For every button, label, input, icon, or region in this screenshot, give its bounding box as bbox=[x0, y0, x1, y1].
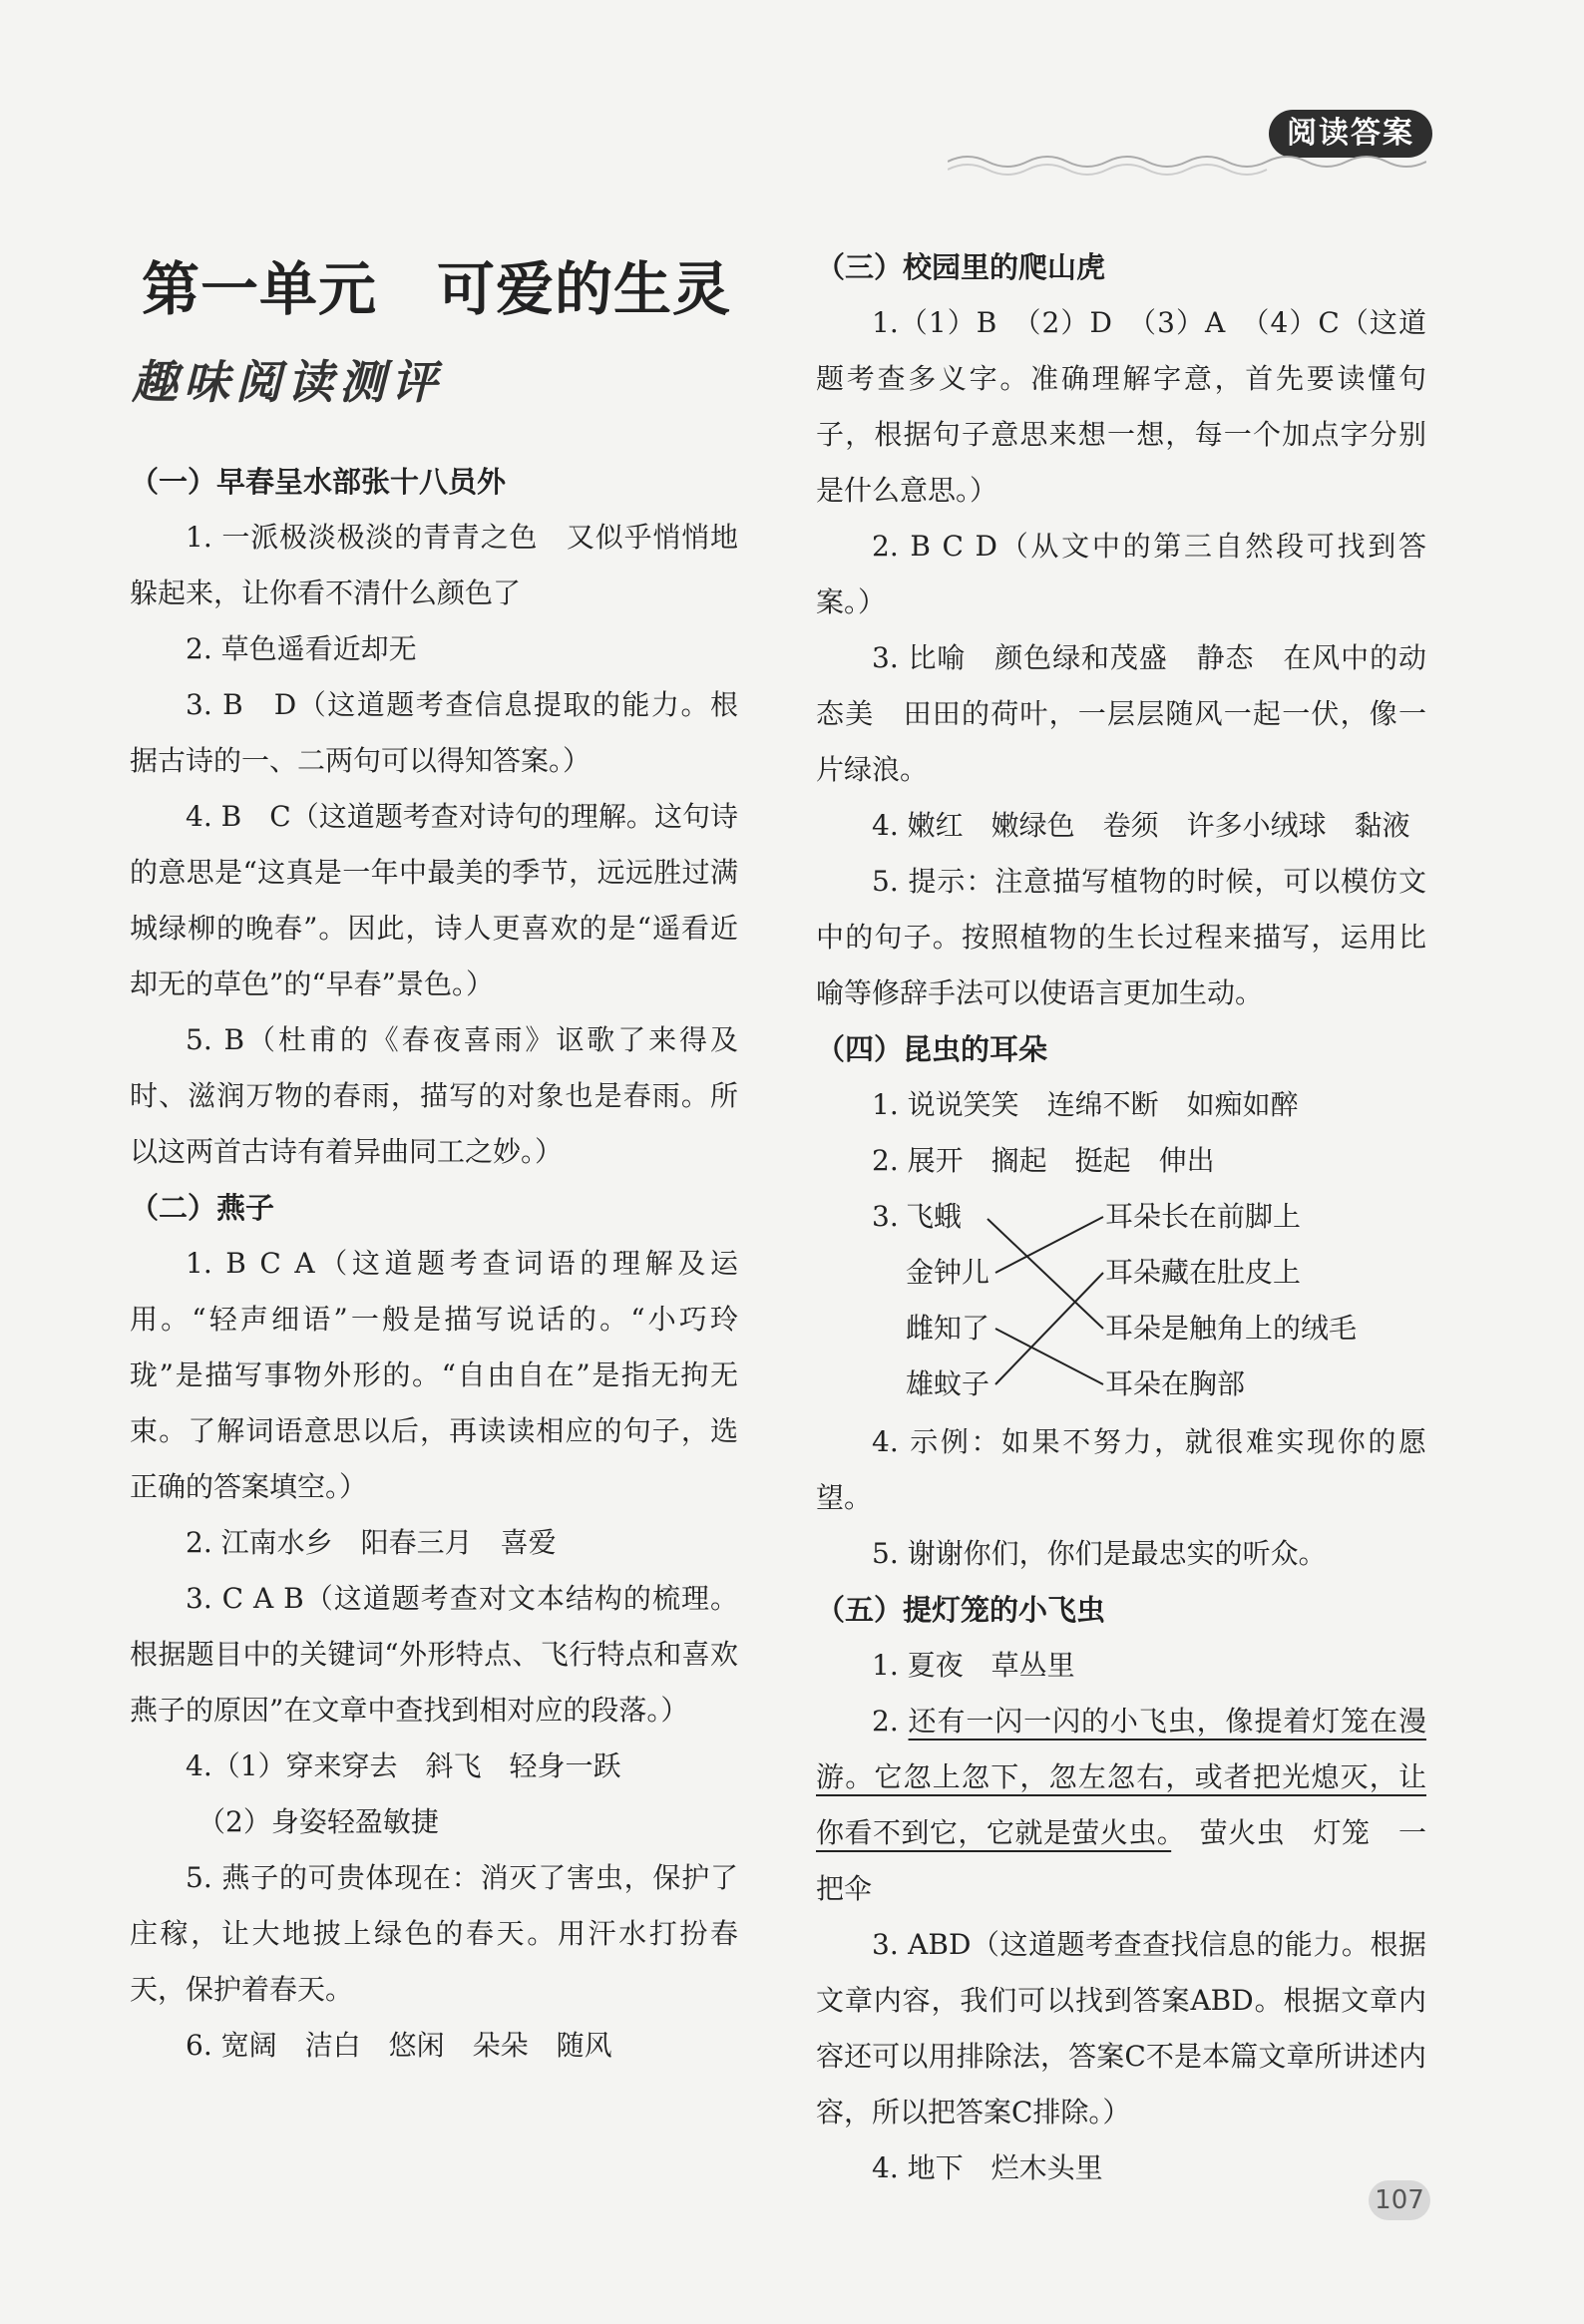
match-line bbox=[995, 1329, 1103, 1384]
answer-item: 5. 燕子的可贵体现在：消灭了害虫，保护了庄稼，让大地披上绿色的春天。用汗水打扮春天，保护着春天。 bbox=[130, 1860, 738, 2006]
header-wave-decoration bbox=[948, 140, 1426, 180]
answer-item: 3. ABD（这道题考查查找信息的能力。根据文章内容，我们可以找到答案ABD。根据文章内容还可以用排除法，答案C不是本篇文章所讲述内容，所以把答案C排除。） bbox=[816, 1928, 1426, 2129]
section-title: （一）早春呈水部张十八员外 bbox=[130, 464, 507, 499]
section-title: （五）提灯笼的小飞虫 bbox=[816, 1593, 1106, 1627]
answer-item: 1. B C A（这道题考查词语的理解及运用。“轻声细语”一般是描写说话的。“小巧玲珑”是描写事物外形的。“自由自在”是指无拘无束。了解词语意思以后，再读读相应的句子，选正确的答案填空。） bbox=[130, 1246, 738, 1503]
answer-item: 6. 宽阔 洁白 悠闲 朵朵 随风 bbox=[186, 2028, 612, 2062]
match-right-item: 耳朵在胸部 bbox=[1105, 1367, 1246, 1400]
answer-item: 4. 示例：如果不努力，就很难实现你的愿望。 bbox=[816, 1425, 1426, 1514]
match-right-item: 耳朵是触角上的绒毛 bbox=[1105, 1312, 1358, 1345]
unit-title: 第一单元 可爱的生灵 bbox=[142, 255, 732, 323]
answer-item: 2. 还有一闪一闪的小飞虫，像提着灯笼在漫游。它忽上忽下，忽左忽右，或者把光熄灭，让你看不到它，它就是萤火虫。 萤火虫 灯笼 一把伞 bbox=[816, 1705, 1426, 1905]
answer-item: 5. 谢谢你们，你们是最忠实的听众。 bbox=[872, 1537, 1327, 1570]
answer-item: 3. 比喻 颜色绿和茂盛 静态 在风中的动态美 田田的荷叶，一层层随风一起一伏，像一片绿浪。 bbox=[816, 641, 1426, 786]
answer-item: 4. B C（这道题考查对诗句的理解。这句诗的意思是“这真是一年中最美的季节，远远胜过满城绿柳的晚春”。因此，诗人更喜欢的是“遥看近却无的草色”的“早春”景色。） bbox=[130, 799, 738, 1000]
section-subtitle: 趣味阅读测评 bbox=[132, 354, 443, 409]
answer-item: 5. B（杜甫的《春夜喜雨》讴歌了来得及时、滋润万物的春雨，描写的对象也是春雨。所以这两首古诗有着异曲同工之妙。） bbox=[130, 1022, 738, 1168]
match-line bbox=[995, 1217, 1103, 1273]
match-line bbox=[995, 1273, 1103, 1384]
answer-item: 1. 说说笑笑 连绵不断 如痴如醉 bbox=[872, 1088, 1299, 1121]
left-column bbox=[130, 239, 738, 2074]
answer-item: 2. B C D（从文中的第三自然段可找到答案。） bbox=[816, 530, 1426, 618]
section-title: （四）昆虫的耳朵 bbox=[816, 1032, 1048, 1066]
answer-item: 3. B D（这道题考查信息提取的能力。根据古诗的一、二两句可以得知答案。） bbox=[130, 687, 738, 777]
answer-item: 4. 地下 烂木头里 bbox=[872, 2151, 1103, 2184]
right-column bbox=[816, 239, 1426, 2196]
section-title: （三）校园里的爬山虎 bbox=[816, 250, 1106, 284]
match-left-item: 飞蛾 bbox=[906, 1200, 963, 1233]
match-left-item: 雌知了 bbox=[906, 1312, 990, 1345]
answer-item: 1. 夏夜 草丛里 bbox=[872, 1649, 1075, 1682]
match-number: 3. bbox=[872, 1200, 899, 1233]
match-right-item: 耳朵藏在肚皮上 bbox=[1105, 1256, 1302, 1289]
matching-exercise bbox=[816, 1189, 1426, 1414]
answer-item: 4. 嫩红 嫩绿色 卷须 许多小绒球 黏液 bbox=[872, 809, 1410, 842]
match-left-item: 雄蚊子 bbox=[906, 1367, 990, 1400]
match-line bbox=[988, 1219, 1103, 1329]
answer-item: 2. 展开 搁起 挺起 伸出 bbox=[872, 1144, 1215, 1177]
answer-item: 5. 提示：注意描写植物的时候，可以模仿文中的句子。按照植物的生长过程来描写，运用比喻等修辞手法可以使语言更加生动。 bbox=[816, 865, 1426, 1009]
section-title: （二）燕子 bbox=[130, 1190, 275, 1225]
answer-item: 2. 草色遥看近却无 bbox=[186, 631, 417, 665]
answer-item: 1. 一派极淡极淡的青青之色 又似乎悄悄地躲起来，让你看不清什么颜色了 bbox=[130, 520, 738, 609]
answer-item: （2）身姿轻盈敏捷 bbox=[198, 1804, 439, 1838]
header-badge: 阅读答案 bbox=[1269, 110, 1432, 158]
page-number: 107 bbox=[1369, 2180, 1430, 2220]
answer-item: 4.（1）穿来穿去 斜飞 轻身一跃 bbox=[186, 1748, 621, 1782]
underlined-answer: 还有一闪一闪的小飞虫，像提着灯笼在漫游。它忽上忽下，忽左忽右，或者把光熄灭，让你看不到它，它就是萤火虫。 bbox=[816, 1705, 1426, 1849]
match-left-item: 金钟儿 bbox=[906, 1256, 990, 1289]
match-right-item: 耳朵长在前脚上 bbox=[1105, 1200, 1302, 1233]
answer-item: 3. C A B（这道题考查对文本结构的梳理。根据题目中的关键词“外形特点、飞行特点和喜欢燕子的原因”在文章中查找到相对应的段落。） bbox=[130, 1581, 738, 1727]
answer-item: 2. 江南水乡 阳春三月 喜爱 bbox=[186, 1525, 557, 1559]
match-lines bbox=[816, 1189, 1115, 1414]
answer-item: 1.（1）B （2）D （3）A （4）C（这道题考查多义字。准确理解字意，首先要读懂句子，根据句子意思来想一想，每一个加点字分别是什么意思。） bbox=[816, 306, 1426, 507]
